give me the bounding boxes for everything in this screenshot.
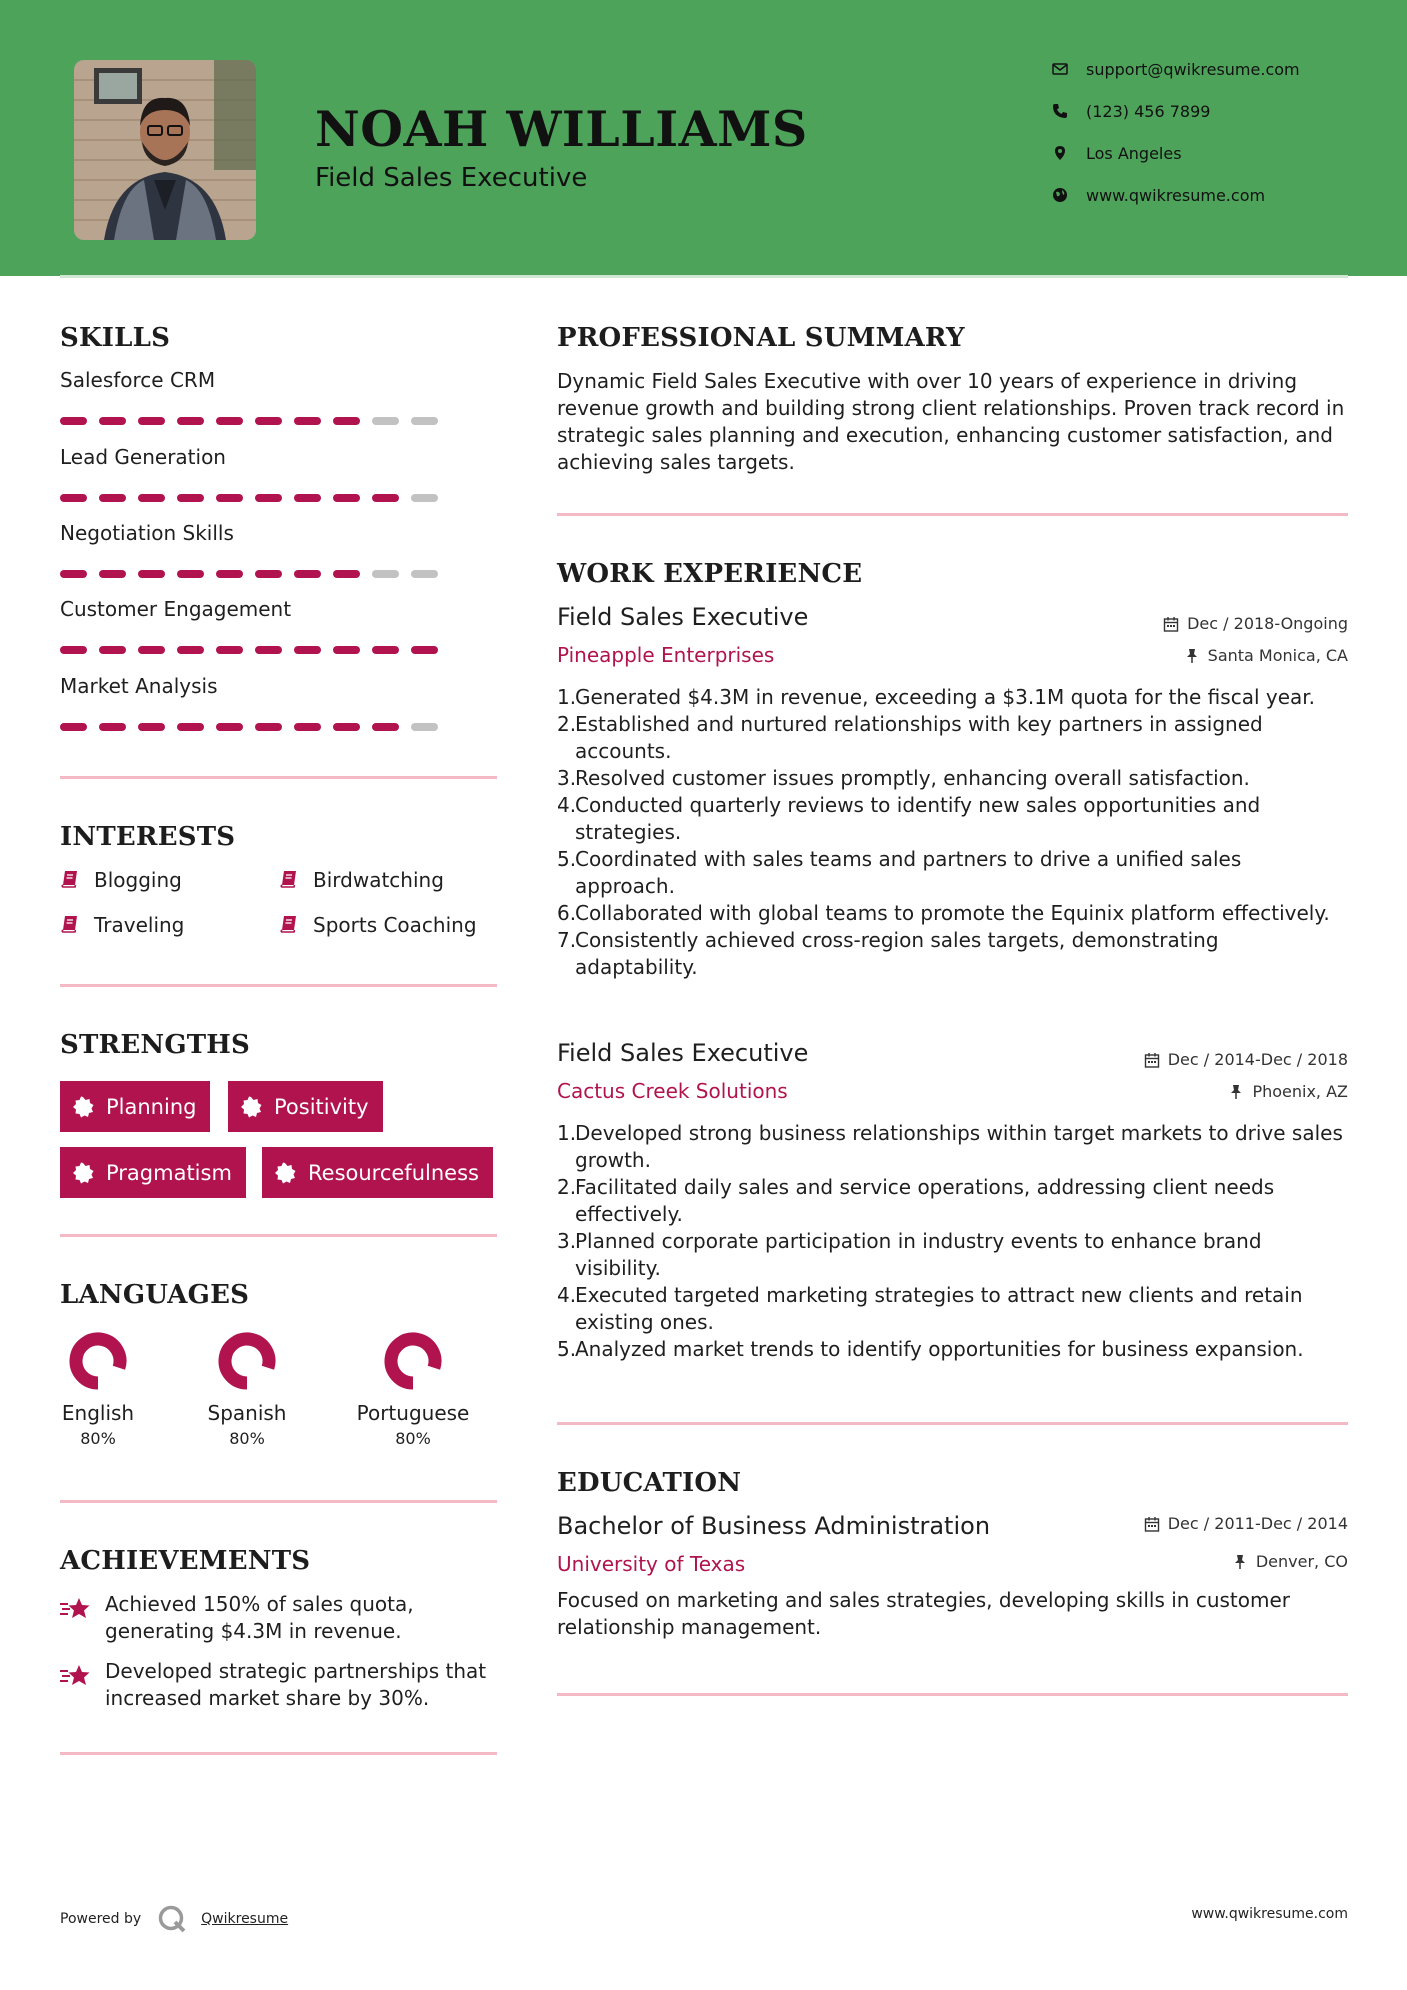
job-bullets xyxy=(557,1120,1347,1363)
language-item xyxy=(187,1331,307,1448)
candidate-title: Field Sales Executive xyxy=(315,163,588,193)
skill-rating-segment xyxy=(333,570,360,578)
skill-rating-segment xyxy=(138,723,165,731)
interest-label: Sports Coaching xyxy=(313,913,477,937)
candidate-name: NOAH WILLIAMS xyxy=(315,100,808,158)
book-icon xyxy=(60,869,82,891)
skill-rating-segment xyxy=(411,646,438,654)
job-bullet: 1. Developed strong business relationships within target markets to drive sales growth. xyxy=(557,1121,1343,1172)
skill-rating-segment xyxy=(138,417,165,425)
skill-rating-segment xyxy=(138,494,165,502)
job-dates xyxy=(1163,614,1348,633)
book-icon xyxy=(279,869,301,891)
achievement-text: Developed strategic partnerships that increased market share by 30%. xyxy=(105,1659,487,1710)
language-percent: 80% xyxy=(395,1429,431,1448)
job-bullet: 3. Resolved customer issues promptly, enhancing overall satisfaction. xyxy=(557,766,1250,790)
job-location-text: Phoenix, AZ xyxy=(1252,1082,1348,1101)
education-school: University of Texas xyxy=(557,1552,746,1576)
skill-rating-segment xyxy=(99,723,126,731)
job-bullet: 6. Collaborated with global teams to promote the Equinix platform effectively. xyxy=(557,901,1330,925)
language-name: Spanish xyxy=(207,1401,287,1425)
strength-tag xyxy=(262,1147,493,1198)
skill-rating-segment xyxy=(60,494,87,502)
skill-rating-segment xyxy=(333,417,360,425)
skill-rating-segment xyxy=(138,570,165,578)
skill-name: Lead Generation xyxy=(60,445,226,469)
skill-rating-segment xyxy=(411,417,438,425)
job-role: Field Sales Executive xyxy=(557,603,809,631)
skill-rating-segment xyxy=(177,570,204,578)
header-divider xyxy=(60,275,1348,278)
contact-phone-text: (123) 456 7899 xyxy=(1086,101,1211,121)
skill-rating-segment xyxy=(294,570,321,578)
skill-rating-segment xyxy=(255,417,282,425)
skill-rating-segment xyxy=(99,570,126,578)
skill-rating-segment xyxy=(177,494,204,502)
achievement-text: Achieved 150% of sales quota, generating $4.3M in revenue. xyxy=(105,1592,414,1643)
skill-rating-segment xyxy=(255,646,282,654)
skill-rating-segment xyxy=(60,570,87,578)
contact-phone[interactable] xyxy=(1050,96,1210,126)
job-bullet: 1. Generated $4.3M in revenue, exceeding a $3.1M quota for the fiscal year. xyxy=(557,685,1315,709)
achievement-item xyxy=(60,1658,500,1712)
summary-text: Dynamic Field Sales Executive with over 10 years of experience in driving revenue growth and building strong client relationships. Proven track record in strategic sales planning and execution, enhancing customer satisfaction, and achieving sales targets. xyxy=(557,369,1345,474)
education-location-text: Denver, CO xyxy=(1255,1552,1348,1571)
skill-rating-segment xyxy=(372,570,399,578)
skill-name: Customer Engagement xyxy=(60,597,292,621)
resume-header xyxy=(0,0,1407,276)
badge-icon xyxy=(274,1162,296,1184)
skill-rating-segment xyxy=(255,570,282,578)
skill-rating-segment xyxy=(294,646,321,654)
skill-rating-bar xyxy=(60,723,460,731)
strength-label: Resourcefulness xyxy=(308,1160,479,1185)
job-company: Pineapple Enterprises xyxy=(557,643,775,667)
contact-email[interactable] xyxy=(1050,54,1300,84)
book-icon xyxy=(279,914,301,936)
skill-rating-bar xyxy=(60,494,460,502)
skill-rating-bar xyxy=(60,417,460,425)
education-description: Focused on marketing and sales strategies, developing skills in customer relationship management. xyxy=(557,1588,1291,1639)
interests-heading: INTERESTS xyxy=(60,822,236,852)
language-item xyxy=(353,1331,473,1448)
skill-rating-segment xyxy=(138,646,165,654)
job-bullet: 3. Planned corporate participation in industry events to enhance brand visibility. xyxy=(557,1229,1262,1280)
calendar-icon xyxy=(1144,1052,1160,1068)
strengths-heading: STRENGTHS xyxy=(60,1030,251,1060)
job-bullet: 5. Coordinated with sales teams and partners to drive a unified sales approach. xyxy=(557,847,1242,898)
skill-rating-segment xyxy=(411,494,438,502)
skill-name: Market Analysis xyxy=(60,674,218,698)
skill-rating-segment xyxy=(255,723,282,731)
interest-label: Traveling xyxy=(94,913,185,937)
job-bullet: 5. Analyzed market trends to identify opportunities for business expansion. xyxy=(557,1337,1304,1361)
language-name: Portuguese xyxy=(356,1401,470,1425)
skill-rating-segment xyxy=(411,570,438,578)
section-divider xyxy=(60,1234,497,1237)
skill-rating-segment xyxy=(294,417,321,425)
interest-item xyxy=(60,868,182,892)
job-bullet: 4. Conducted quarterly reviews to identify new sales opportunities and strategies. xyxy=(557,793,1261,844)
footer-website-link[interactable]: www.qwikresume.com xyxy=(1191,1906,1348,1922)
strength-tag xyxy=(60,1147,246,1198)
skill-rating-segment xyxy=(255,494,282,502)
contact-email-text: support@qwikresume.com xyxy=(1086,59,1300,79)
skills-heading: SKILLS xyxy=(60,323,171,353)
skill-rating-segment xyxy=(333,494,360,502)
badge-icon xyxy=(240,1096,262,1118)
section-divider xyxy=(60,984,497,987)
job-dates-text: Dec / 2014-Dec / 2018 xyxy=(1167,1050,1348,1069)
strength-label: Pragmatism xyxy=(106,1160,232,1185)
skill-rating-segment xyxy=(372,494,399,502)
skill-rating-bar xyxy=(60,570,460,578)
language-level-ring xyxy=(68,1331,128,1391)
education-dates-text: Dec / 2011-Dec / 2014 xyxy=(1167,1514,1348,1533)
language-level-ring xyxy=(217,1331,277,1391)
skill-rating-segment xyxy=(372,646,399,654)
pushpin-icon xyxy=(1232,1554,1248,1570)
language-percent: 80% xyxy=(229,1429,265,1448)
pushpin-icon xyxy=(1228,1084,1244,1100)
section-divider xyxy=(60,776,497,779)
skill-rating-bar xyxy=(60,646,460,654)
contact-website[interactable] xyxy=(1050,180,1265,210)
envelope-icon xyxy=(1050,59,1070,79)
section-divider xyxy=(60,1500,497,1503)
skill-rating-segment xyxy=(411,723,438,731)
skill-rating-segment xyxy=(372,723,399,731)
skill-name: Negotiation Skills xyxy=(60,521,234,545)
skill-rating-segment xyxy=(216,494,243,502)
contact-website-text: www.qwikresume.com xyxy=(1086,185,1266,205)
skill-rating-segment xyxy=(216,646,243,654)
skill-rating-segment xyxy=(216,570,243,578)
interest-label: Blogging xyxy=(94,868,182,892)
skill-rating-segment xyxy=(60,646,87,654)
language-level-arc xyxy=(76,1339,120,1383)
skill-rating-segment xyxy=(294,723,321,731)
interest-label: Birdwatching xyxy=(313,868,444,892)
skill-rating-segment xyxy=(372,417,399,425)
book-icon xyxy=(60,914,82,936)
experience-heading: WORK EXPERIENCE xyxy=(557,559,863,589)
skill-rating-segment xyxy=(216,417,243,425)
calendar-icon xyxy=(1163,616,1179,632)
education-heading: EDUCATION xyxy=(557,1468,742,1498)
contact-location xyxy=(1050,138,1182,168)
skill-rating-segment xyxy=(99,646,126,654)
skill-rating-segment xyxy=(60,417,87,425)
languages-heading: LANGUAGES xyxy=(60,1280,250,1310)
section-divider xyxy=(557,1422,1348,1425)
achievements-heading: ACHIEVEMENTS xyxy=(60,1546,311,1576)
pushpin-icon xyxy=(1184,648,1200,664)
section-divider xyxy=(557,1693,1348,1696)
strength-tag xyxy=(60,1081,210,1132)
job-bullet: 7. Consistently achieved cross-region sales targets, demonstrating adaptability. xyxy=(557,928,1219,979)
interest-item xyxy=(279,868,444,892)
skill-rating-segment xyxy=(216,723,243,731)
achievement-item xyxy=(60,1591,500,1645)
badge-icon xyxy=(72,1162,94,1184)
language-level-arc xyxy=(391,1339,435,1383)
job-location xyxy=(1184,646,1348,665)
contact-location-text: Los Angeles xyxy=(1086,143,1182,163)
job-dates xyxy=(1144,1050,1348,1069)
skill-rating-segment xyxy=(99,494,126,502)
language-level-ring xyxy=(383,1331,443,1391)
education-dates xyxy=(1144,1514,1348,1533)
powered-by-label: Powered by xyxy=(60,1911,142,1927)
strength-label: Planning xyxy=(106,1094,197,1119)
job-dates-text: Dec / 2018-Ongoing xyxy=(1187,614,1348,633)
language-level-arc xyxy=(225,1339,269,1383)
skill-rating-segment xyxy=(333,723,360,731)
interest-item xyxy=(279,913,477,937)
shooting-star-icon xyxy=(60,1662,92,1690)
strength-label: Positivity xyxy=(274,1094,369,1119)
skill-rating-segment xyxy=(177,646,204,654)
skill-name: Salesforce CRM xyxy=(60,368,216,392)
interest-item xyxy=(60,913,184,937)
skill-rating-segment xyxy=(60,723,87,731)
section-divider xyxy=(557,513,1348,516)
job-location-text: Santa Monica, CA xyxy=(1207,646,1348,665)
job-bullet: 4. Executed targeted marketing strategies to attract new clients and retain existing ones. xyxy=(557,1283,1303,1334)
qwikresume-link[interactable]: Qwikresume xyxy=(201,1911,289,1927)
skill-rating-segment xyxy=(177,723,204,731)
profile-photo xyxy=(74,60,256,240)
calendar-icon xyxy=(1144,1516,1160,1532)
qwikresume-logo-icon xyxy=(157,1904,187,1934)
powered-by xyxy=(60,1904,288,1934)
skill-rating-segment xyxy=(177,417,204,425)
strength-tag xyxy=(228,1081,383,1132)
job-role: Field Sales Executive xyxy=(557,1039,809,1067)
section-divider xyxy=(60,1752,497,1755)
globe-icon xyxy=(1050,185,1070,205)
job-bullet: 2. Established and nurtured relationships with key partners in assigned accounts. xyxy=(557,712,1263,763)
language-item xyxy=(38,1331,158,1448)
job-bullets xyxy=(557,684,1347,981)
skill-rating-segment xyxy=(333,646,360,654)
location-pin-icon xyxy=(1050,143,1070,163)
shooting-star-icon xyxy=(60,1595,92,1623)
job-bullet: 2. Facilitated daily sales and service operations, addressing client needs effectively. xyxy=(557,1175,1275,1226)
job-company: Cactus Creek Solutions xyxy=(557,1079,788,1103)
education-location xyxy=(1232,1552,1348,1571)
summary-heading: PROFESSIONAL SUMMARY xyxy=(557,323,965,353)
education-degree: Bachelor of Business Administration xyxy=(557,1512,991,1540)
language-name: English xyxy=(61,1401,135,1425)
language-percent: 80% xyxy=(80,1429,116,1448)
job-location xyxy=(1228,1082,1348,1101)
skill-rating-segment xyxy=(294,494,321,502)
phone-icon xyxy=(1050,101,1070,121)
badge-icon xyxy=(72,1096,94,1118)
skill-rating-segment xyxy=(99,417,126,425)
